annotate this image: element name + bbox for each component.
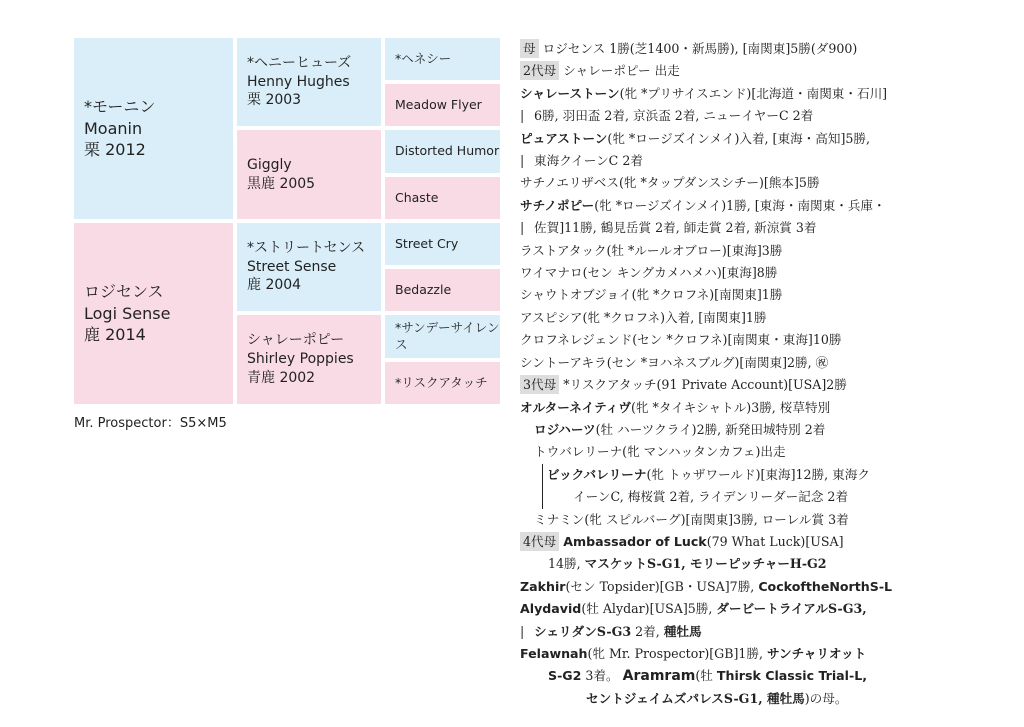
- g3-name: Distorted Humor: [395, 143, 500, 159]
- dam-sire-cell: [237, 223, 381, 311]
- family-line: [542, 464, 1010, 486]
- g3-name: Chaste: [395, 189, 439, 205]
- g3-name: *リスクアタッチ: [395, 374, 488, 390]
- sire-name-jp: *モーニン: [84, 97, 156, 117]
- text: (牡 Alydar)[USA]5勝,: [581, 601, 713, 617]
- horse-name: シャレーストーン: [520, 85, 620, 101]
- g3-cell-6: [385, 269, 500, 311]
- family-line: [520, 374, 1010, 396]
- race-name: S-G2: [548, 668, 582, 684]
- family-line: [520, 38, 1010, 60]
- text: (牡: [695, 668, 713, 684]
- text: (牝 *ロージズインメイ)1勝, [東海・南関東・兵庫・: [594, 197, 886, 213]
- family-line: [520, 397, 1010, 419]
- dd-name-en: Shirley Poppies: [247, 351, 354, 368]
- g3-name: *サンデーサイレンス: [395, 319, 500, 352]
- family-line: [520, 195, 1010, 217]
- text: (牝 *タイキシャトル)3勝, 桜草特別: [630, 399, 831, 415]
- text: 6勝, 羽田盃 2着, 京浜盃 2着, ニューイヤーC 2着: [534, 108, 814, 124]
- ds-name-en: Street Sense: [247, 258, 337, 275]
- horse-name: Ambassador of Luck: [563, 533, 707, 549]
- family-line: [520, 419, 1010, 441]
- race-name: CockoftheNorthS-L: [758, 578, 893, 594]
- g3-cell-1: [385, 38, 500, 80]
- family-line: イーンC, 梅桜賞 2着, ライデンリーダー記念 2着: [542, 486, 1010, 508]
- g3-cell-2: [385, 84, 500, 126]
- dam-name-jp: ロジセンス: [84, 282, 164, 302]
- family-line: [520, 688, 1010, 710]
- family-line: [520, 128, 1010, 150]
- race-name: シェリダンS-G3: [534, 623, 632, 639]
- ds-year: 鹿 2004: [247, 277, 302, 294]
- family-line: [520, 665, 1010, 687]
- horse-name: サチノポピー: [520, 197, 595, 213]
- text: 東海クイーンC 2着: [534, 153, 643, 169]
- g3-cell-4: [385, 177, 500, 219]
- ss-name-en: Henny Hughes: [247, 73, 350, 90]
- sire-sire-cell: [237, 38, 381, 126]
- family-line: サチノエリザベス(牝 *タップダンスシチー)[熊本]5勝: [520, 175, 820, 191]
- family-line: [520, 621, 1010, 643]
- family-line: シントーアキラ(セン *ヨハネスブルグ)[南関東]2勝, ㊗: [520, 354, 829, 370]
- g3-cell-8: [385, 362, 500, 404]
- branch-line: |: [520, 220, 525, 236]
- branch-line: |: [520, 108, 525, 124]
- generation-tag: 3代母: [520, 375, 559, 394]
- dd-year: 青鹿 2002: [247, 369, 316, 386]
- dam-cell: [74, 223, 233, 404]
- dam-name-en: Logi Sense: [84, 303, 171, 323]
- g3-name: Bedazzle: [395, 281, 452, 297]
- text: (牝 *プリサイスエンド)[北海道・南関東・石川]: [619, 85, 888, 101]
- generation-tag: 母: [520, 39, 539, 58]
- horse-name: Alydavid: [520, 601, 582, 617]
- family-line: [520, 217, 1010, 239]
- family-line: アスピシア(牝 *クロフネ)入着, [南関東]1勝: [520, 309, 767, 325]
- family-text: [520, 38, 1010, 710]
- text: ロジセンス 1勝(芝1400・新馬勝), [南関東]5勝(ダ900): [542, 41, 858, 56]
- ds-name-jp: *ストリートセンス: [247, 239, 366, 256]
- g3-cell-3: [385, 130, 500, 173]
- sire-dam-cell: [237, 130, 381, 219]
- generation-tag: 4代母: [520, 532, 559, 551]
- family-line: ラストアタック(牡 *ルールオブロー)[東海]3勝: [520, 242, 783, 258]
- family-line: [520, 60, 1010, 82]
- dd-name-jp: シャレーポピー: [247, 332, 345, 349]
- race-name: Thirsk Classic Trial-L,: [716, 668, 868, 684]
- family-line: [520, 576, 1010, 598]
- family-line: [520, 83, 1010, 105]
- text: (牡 ハーツクライ)2勝, 新発田城特別 2着: [595, 421, 826, 437]
- g3-cell-5: [385, 223, 500, 265]
- family-line: [520, 553, 1010, 575]
- branch-line: |: [520, 623, 525, 639]
- horse-name: Zakhir: [520, 578, 566, 594]
- text: 種牡馬: [663, 623, 702, 639]
- pedigree-table: [74, 38, 500, 404]
- inbreed-note: Mr. Prospector：S5×M5: [74, 416, 227, 431]
- text: 2着,: [635, 623, 660, 639]
- g3-name: Street Cry: [395, 235, 459, 251]
- g3-cell-7: [385, 315, 500, 358]
- family-line: ミナミン(牝 スピルバーグ)[南関東]3勝, ローレル賞 3着: [534, 511, 849, 527]
- text: )の母。: [804, 690, 848, 706]
- horse-name: Felawnah: [520, 645, 588, 661]
- ss-year: 栗 2003: [247, 92, 302, 109]
- family-line: ワイマナロ(セン キングカメハメハ)[東海]8勝: [520, 265, 778, 281]
- branch-line: |: [520, 153, 525, 169]
- horse-name: ビックバレリーナ: [547, 466, 647, 482]
- text: 佐賀]11勝, 鶴見岳賞 2着, 師走賞 2着, 新涼賞 3着: [534, 220, 817, 236]
- dam-dam-cell: [237, 315, 381, 404]
- family-line: [520, 531, 1010, 553]
- family-line: [520, 598, 1010, 620]
- sire-cell: [74, 38, 233, 219]
- race-name: ダービートライアルS-G3,: [716, 601, 867, 617]
- horse-name: ロジハーツ: [534, 421, 596, 437]
- horse-name: Aramram: [622, 668, 696, 685]
- sd-name: Giggly: [247, 156, 292, 173]
- text: (セン Topsider)[GB・USA]7勝,: [565, 578, 755, 594]
- g3-name: Meadow Flyer: [395, 96, 482, 112]
- text: (牝 *ロージズインメイ)入着, [東海・高知]5勝,: [607, 130, 870, 146]
- family-line: クロフネレジェンド(セン *クロフネ)[南関東・東海]10勝: [520, 332, 842, 348]
- text: 14勝,: [548, 556, 581, 572]
- sire-name-en: Moanin: [84, 118, 143, 138]
- horse-name: ピュアストーン: [520, 130, 608, 146]
- text: (79 What Luck)[USA]: [706, 533, 844, 549]
- text: (牝 Mr. Prospector)[GB]1勝,: [587, 645, 763, 661]
- sire-year: 栗 2012: [84, 140, 146, 160]
- ss-name-jp: *ヘニーヒューズ: [247, 54, 352, 71]
- race-name: セントジェイムズパレスS-G1, 種牡馬: [586, 690, 805, 706]
- text: 3着。: [585, 668, 619, 684]
- text: (牝 トゥザワールド)[東海]12勝, 東海ク: [646, 466, 870, 482]
- text: シャレーポピー 出走: [563, 63, 680, 79]
- generation-tag: 2代母: [520, 61, 559, 80]
- family-line: トウバレリーナ(牝 マンハッタンカフェ)出走: [534, 444, 786, 460]
- family-line: [520, 643, 1010, 665]
- family-line: [520, 105, 1010, 127]
- horse-name: オルターネイティヴ: [520, 399, 631, 415]
- race-name: サンチャリオット: [767, 645, 867, 661]
- g3-name: *ヘネシー: [395, 50, 452, 66]
- family-line: [520, 150, 1010, 172]
- dam-year: 鹿 2014: [84, 325, 146, 345]
- text: *リスクアタッチ(91 Private Account)[USA]2勝: [563, 377, 847, 393]
- family-line: シャウトオブジョイ(牝 *クロフネ)[南関東]1勝: [520, 287, 783, 303]
- race-name: マスケットS-G1, モリーピッチャーH-G2: [584, 556, 827, 572]
- sd-year: 黒鹿 2005: [247, 175, 316, 192]
